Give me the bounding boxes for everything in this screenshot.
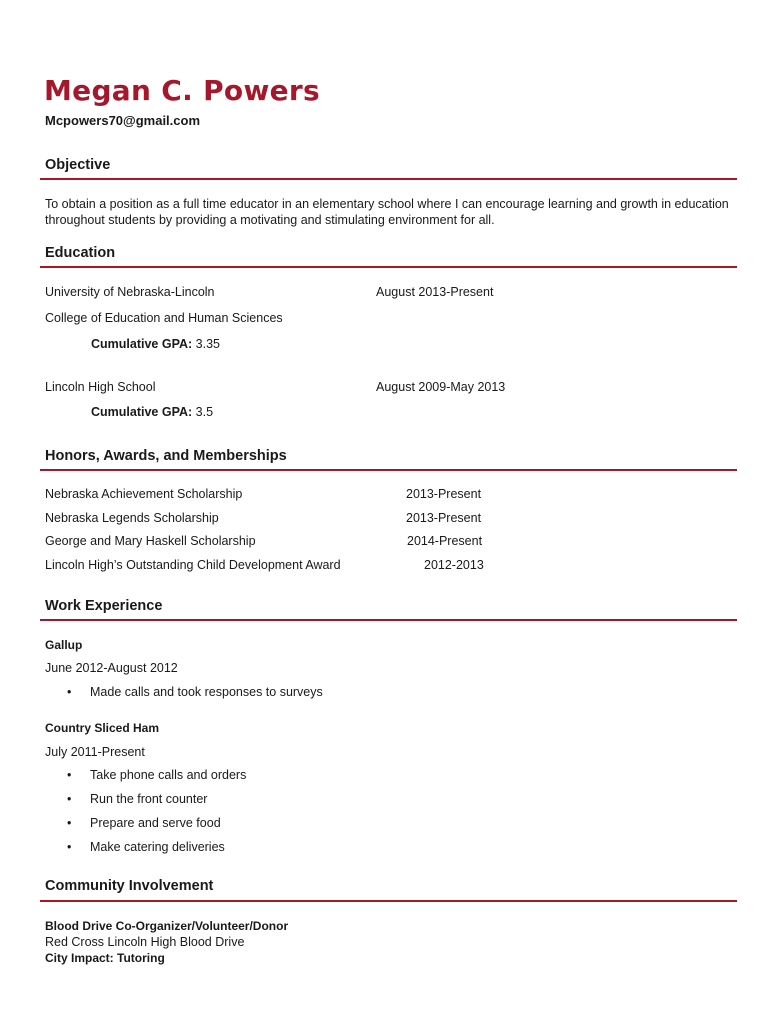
bullet-icon: •: [67, 768, 72, 782]
candidate-name: Megan C. Powers: [44, 74, 320, 107]
community-heading: Community Involvement: [45, 878, 214, 894]
duty-text: Run the front counter: [90, 792, 208, 806]
gpa-line: [91, 337, 220, 351]
bullet-icon: •: [67, 792, 72, 806]
honor-dates: 2013-Present: [406, 487, 482, 501]
gpa-label: Cumulative GPA:: [91, 337, 193, 351]
community-activity: City Impact: Tutoring: [45, 951, 165, 965]
school-dates: August 2013-Present: [376, 285, 494, 299]
duty-text: Make catering deliveries: [90, 840, 225, 854]
objective-heading: Objective: [45, 157, 111, 173]
employer-name: Gallup: [45, 638, 83, 652]
college-name: College of Education and Human Sciences: [45, 311, 283, 325]
objective-divider: [40, 178, 737, 180]
school-name: University of Nebraska-Lincoln: [45, 285, 215, 299]
community-divider: [40, 900, 737, 902]
gpa-label: Cumulative GPA:: [91, 405, 193, 419]
education-divider: [40, 266, 737, 268]
community-organization: Red Cross Lincoln High Blood Drive: [45, 935, 245, 949]
duty-text: Take phone calls and orders: [90, 768, 247, 782]
honor-name: Nebraska Legends Scholarship: [45, 511, 219, 525]
bullet-icon: •: [67, 816, 72, 830]
bullet-icon: •: [67, 840, 72, 854]
honor-dates: 2014-Present: [407, 534, 483, 548]
gpa-line: [91, 405, 213, 419]
objective-text: To obtain a position as a full time educator in an elementary school where I can encourage learning and growth in education throughout students by providing a motivating and stimulating environment for all.: [45, 197, 729, 227]
honors-divider: [40, 469, 737, 471]
education-heading: Education: [45, 245, 116, 261]
bullet-icon: •: [67, 685, 72, 699]
job-dates: June 2012-August 2012: [45, 661, 178, 675]
gpa-value: 3.35: [192, 337, 220, 351]
honor-dates: 2012-2013: [424, 558, 484, 572]
job-dates: July 2011-Present: [45, 745, 145, 759]
employer-name: Country Sliced Ham: [45, 721, 160, 735]
gpa-value: 3.5: [192, 405, 214, 419]
honor-name: George and Mary Haskell Scholarship: [45, 534, 256, 548]
honor-dates: 2013-Present: [406, 511, 482, 525]
community-role: Blood Drive Co-Organizer/Volunteer/Donor: [45, 919, 289, 933]
school-name: Lincoln High School: [45, 380, 156, 394]
work-heading: Work Experience: [45, 598, 163, 614]
school-dates: August 2009-May 2013: [376, 380, 506, 394]
email-address: Mcpowers70@gmail.com: [45, 113, 201, 128]
duty-text: Made calls and took responses to surveys: [90, 685, 323, 699]
work-divider: [40, 619, 737, 621]
honor-name: Lincoln High’s Outstanding Child Development Award: [45, 558, 341, 572]
honors-heading: Honors, Awards, and Memberships: [45, 448, 287, 464]
duty-text: Prepare and serve food: [90, 816, 221, 830]
honor-name: Nebraska Achievement Scholarship: [45, 487, 243, 501]
